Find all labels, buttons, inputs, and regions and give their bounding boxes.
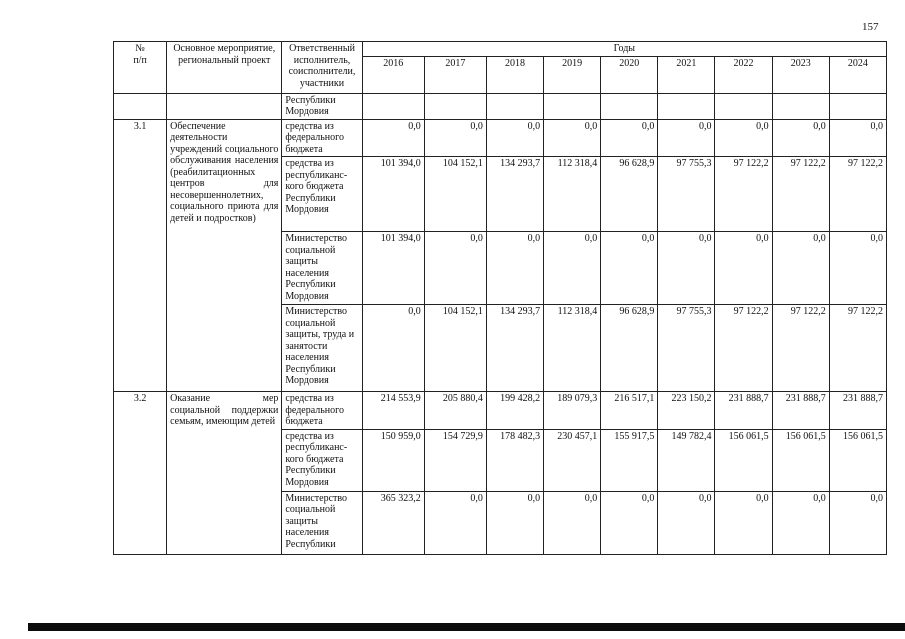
cell-2021: 0,0 <box>658 491 715 554</box>
cell-2023: 156 061,5 <box>772 429 829 491</box>
cell-2020: 96 628,9 <box>601 157 658 232</box>
cell-2022: 156 061,5 <box>715 429 772 491</box>
header-responsible: Ответственный исполнитель, соисполнители, участники <box>282 42 362 94</box>
cell-2023: 97 122,2 <box>772 305 829 392</box>
table-row <box>114 93 887 119</box>
cell-2022: 0,0 <box>715 119 772 157</box>
cell-2022: 97 122,2 <box>715 157 772 232</box>
year-2021: 2021 <box>658 56 715 93</box>
cell-2017: 0,0 <box>424 119 486 157</box>
cell-2017: 104 152,1 <box>424 157 486 232</box>
row-event <box>167 93 282 119</box>
cell-2024: 97 122,2 <box>829 157 886 232</box>
cell-2016: 365 323,2 <box>362 491 424 554</box>
cell-2020: 0,0 <box>601 491 658 554</box>
cell-2017: 0,0 <box>424 232 486 305</box>
cell-2020: 155 917,5 <box>601 429 658 491</box>
program-table <box>113 41 887 555</box>
cell-2024: 156 061,5 <box>829 429 886 491</box>
header-years: Годы <box>362 42 886 57</box>
row-responsible: Министерство социальной защиты населения Республики Мордовия <box>282 232 362 305</box>
cell-2019: 0,0 <box>544 232 601 305</box>
cell-2017: 0,0 <box>424 491 486 554</box>
cell-2024: 0,0 <box>829 232 886 305</box>
cell-2024: 0,0 <box>829 491 886 554</box>
cell-2022: 0,0 <box>715 232 772 305</box>
cell-2021: 149 782,4 <box>658 429 715 491</box>
cell-2018: 199 428,2 <box>486 392 543 430</box>
cell-2020: 0,0 <box>601 119 658 157</box>
page-number: 157 <box>862 21 879 33</box>
row-responsible: Министерство социальной защиты населения Республики <box>282 491 362 554</box>
table-header-row <box>114 42 887 57</box>
header-num: № п/п <box>114 42 167 94</box>
cell-2023: 97 122,2 <box>772 157 829 232</box>
cell-2024: 0,0 <box>829 119 886 157</box>
cell-2016: 150 959,0 <box>362 429 424 491</box>
row-num <box>114 93 167 119</box>
cell-2019: 112 318,4 <box>544 305 601 392</box>
cell-2018: 134 293,7 <box>486 305 543 392</box>
cell-2016: 0,0 <box>362 119 424 157</box>
year-2020: 2020 <box>601 56 658 93</box>
cell-2016: 101 394,0 <box>362 157 424 232</box>
year-2024: 2024 <box>829 56 886 93</box>
cell-2021: 97 755,3 <box>658 305 715 392</box>
row-responsible: средства из федерального бюджета <box>282 392 362 430</box>
scan-edge-bar <box>28 623 905 631</box>
row-event: Оказание мер социальной поддержки семьям, имеющим детей <box>167 392 282 555</box>
cell-2022: 97 122,2 <box>715 305 772 392</box>
cell-2016: 0,0 <box>362 305 424 392</box>
cell-2022: 231 888,7 <box>715 392 772 430</box>
cell-2019: 0,0 <box>544 119 601 157</box>
year-2016: 2016 <box>362 56 424 93</box>
cell-2023: 231 888,7 <box>772 392 829 430</box>
row-responsible: Республики Мордовия <box>282 93 362 119</box>
cell-2018: 178 482,3 <box>486 429 543 491</box>
cell-2023: 0,0 <box>772 232 829 305</box>
cell-2020: 96 628,9 <box>601 305 658 392</box>
cell-2019: 112 318,4 <box>544 157 601 232</box>
year-2017: 2017 <box>424 56 486 93</box>
cell-2016: 101 394,0 <box>362 232 424 305</box>
year-2019: 2019 <box>544 56 601 93</box>
cell-2020: 0,0 <box>601 232 658 305</box>
year-2022: 2022 <box>715 56 772 93</box>
cell-2022: 0,0 <box>715 491 772 554</box>
row-event: Обеспечение деятельности учреждений социального обслуживания населения (реабилитационных центров для несовершеннолетних, социального приюта для детей и подростков) <box>167 119 282 392</box>
cell-2019: 230 457,1 <box>544 429 601 491</box>
row-responsible: средства из республиканс-кого бюджета Республики Мордовия <box>282 429 362 491</box>
cell-2021: 97 755,3 <box>658 157 715 232</box>
row-responsible: средства из республиканс-кого бюджета Республики Мордовия <box>282 157 362 232</box>
year-2023: 2023 <box>772 56 829 93</box>
cell-2018: 0,0 <box>486 491 543 554</box>
cell-2023: 0,0 <box>772 491 829 554</box>
year-2018: 2018 <box>486 56 543 93</box>
cell-2020: 216 517,1 <box>601 392 658 430</box>
cell-2021: 0,0 <box>658 232 715 305</box>
table-row <box>114 392 887 430</box>
header-event: Основное мероприятие, региональный проект <box>167 42 282 94</box>
row-num: 3.1 <box>114 119 167 392</box>
cell-2019: 189 079,3 <box>544 392 601 430</box>
row-responsible: Министерство социальной защиты, труда и занятости населения Республики Мордовия <box>282 305 362 392</box>
cell-2019: 0,0 <box>544 491 601 554</box>
row-responsible: средства из федерального бюджета <box>282 119 362 157</box>
cell-2024: 231 888,7 <box>829 392 886 430</box>
cell-2017: 104 152,1 <box>424 305 486 392</box>
cell-2017: 205 880,4 <box>424 392 486 430</box>
cell-2021: 223 150,2 <box>658 392 715 430</box>
table-row <box>114 119 887 157</box>
cell-2017: 154 729,9 <box>424 429 486 491</box>
cell-2018: 134 293,7 <box>486 157 543 232</box>
cell-2023: 0,0 <box>772 119 829 157</box>
cell-2016: 214 553,9 <box>362 392 424 430</box>
row-num: 3.2 <box>114 392 167 555</box>
cell-2018: 0,0 <box>486 119 543 157</box>
cell-2018: 0,0 <box>486 232 543 305</box>
cell-2024: 97 122,2 <box>829 305 886 392</box>
cell-2021: 0,0 <box>658 119 715 157</box>
